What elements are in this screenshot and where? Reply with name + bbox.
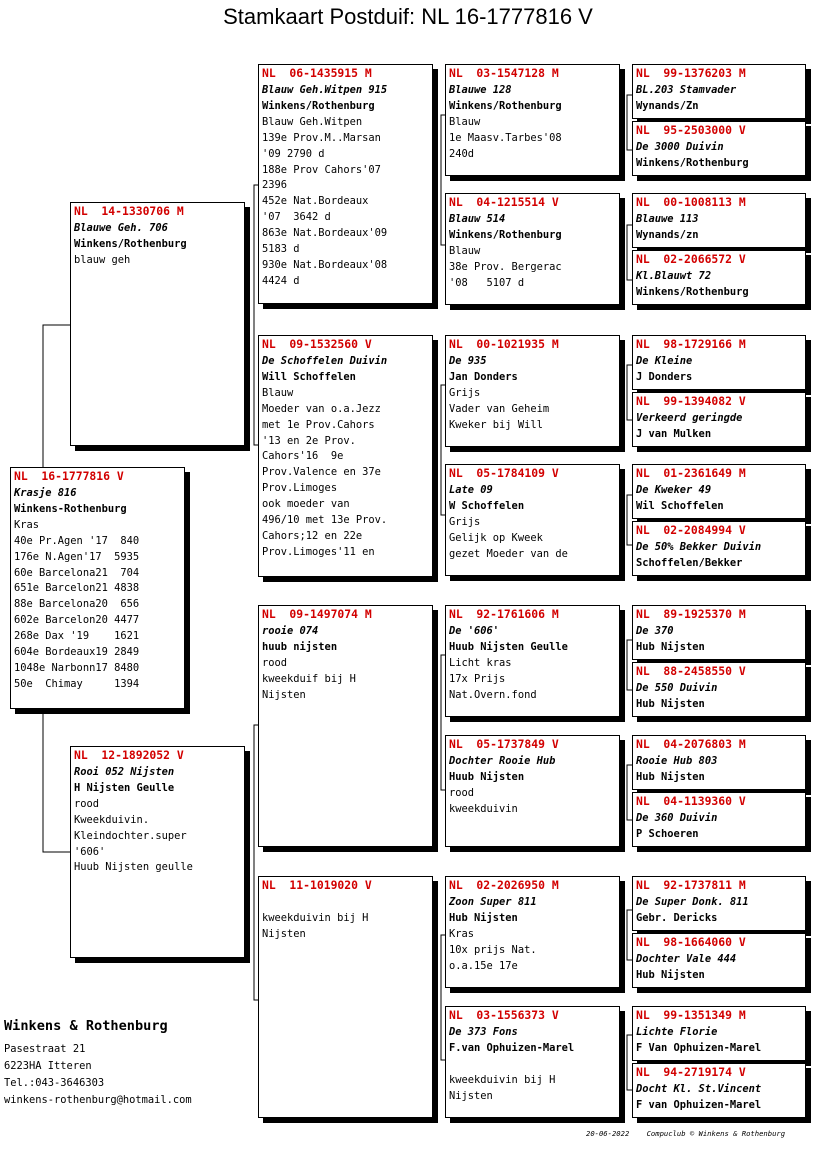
- info-line: Prov.Limoges'11 en: [262, 545, 375, 558]
- pigeon-card-g2[interactable]: [632, 121, 806, 176]
- pigeon-card-fm[interactable]: [258, 335, 433, 577]
- pigeon-owner: Winkens/Rothenburg: [636, 156, 749, 169]
- pigeon-name: Rooi 052 Nijsten: [74, 766, 175, 778]
- pigeon-owner: Wil Schoffelen: [636, 499, 724, 512]
- pigeon-name: De Super Donk. 811: [636, 896, 749, 908]
- pigeon-name: Blauw 514: [449, 213, 506, 225]
- info-line: Nijsten: [262, 688, 306, 701]
- pigeon-name: Krasje 816: [14, 487, 77, 499]
- breeder-city: 6223HA Itteren: [4, 1060, 92, 1072]
- info-line: 1e Maasv.Tarbes'08: [449, 131, 562, 144]
- pigeon-name: Lichte Florie: [636, 1026, 718, 1038]
- pigeon-name: Zoon Super 811: [449, 896, 537, 908]
- ring-number: NL 99-1376203 M: [636, 66, 746, 80]
- info-line: gezet Moeder van de: [449, 547, 568, 560]
- pigeon-card-mother[interactable]: [70, 746, 245, 958]
- pigeon-name: Docht Kl. St.Vincent: [636, 1083, 762, 1095]
- ring-number: NL 16-1777816 V: [14, 469, 124, 483]
- info-line: '13 en 2e Prov.: [262, 434, 356, 447]
- info-line: kweekduif bij H: [262, 672, 356, 685]
- ring-number: NL 89-1925370 M: [636, 607, 746, 621]
- pigeon-owner: Winkens/Rothenburg: [449, 99, 562, 112]
- info-line: Blauw: [449, 115, 481, 128]
- ring-number: NL 14-1330706 M: [74, 204, 184, 218]
- pigeon-card-mmm[interactable]: [445, 1006, 620, 1118]
- info-line: Kras: [449, 927, 475, 940]
- pigeon-name: De 360 Duivin: [636, 812, 718, 824]
- info-line: 452e Nat.Bordeaux: [262, 195, 369, 208]
- info-line: 139e Prov.M..Marsan: [262, 131, 381, 144]
- breeder-name: Winkens & Rothenburg: [4, 1018, 168, 1034]
- pigeon-name: De Kweker 49: [636, 484, 712, 496]
- pigeon-owner: Winkens/Rothenburg: [636, 285, 749, 298]
- pigeon-owner: J van Mulken: [636, 427, 712, 440]
- pigeon-card-g6[interactable]: [632, 392, 806, 447]
- info-line: 88e Barcelona20 656: [14, 598, 140, 611]
- info-line: 602e Barcelon20 4477: [14, 614, 140, 627]
- pigeon-card-mm[interactable]: [258, 876, 433, 1118]
- pigeon-card-g1[interactable]: [632, 64, 806, 119]
- info-line: Grijs: [449, 386, 481, 399]
- pigeon-card-g4[interactable]: [632, 250, 806, 305]
- pigeon-name: Blauwe 113: [636, 213, 699, 225]
- info-line: Nijsten: [262, 927, 306, 940]
- pigeon-name: De 3000 Duivin: [636, 141, 724, 153]
- info-line: rood: [74, 797, 100, 810]
- ring-number: NL 02-2026950 M: [449, 878, 559, 892]
- pigeon-card-mfm[interactable]: [445, 735, 620, 847]
- pigeon-card-g7[interactable]: [632, 464, 806, 519]
- info-line: 240d: [449, 147, 475, 160]
- pigeon-owner: J Donders: [636, 370, 693, 383]
- info-line: o.a.15e 17e: [449, 959, 518, 972]
- pigeon-name: Blauwe Geh. 706: [74, 222, 168, 234]
- info-line: ook moeder van: [262, 498, 350, 511]
- ring-number: NL 09-1497074 M: [262, 607, 372, 621]
- info-line: Nat.Overn.fond: [449, 688, 537, 701]
- pigeon-owner: H Nijsten Geulle: [74, 781, 175, 794]
- pigeon-owner: Winkens/Rothenburg: [74, 237, 187, 250]
- info-line: '606': [74, 845, 106, 858]
- pigeon-name: Rooie Hub 803: [636, 755, 718, 767]
- pigeon-card-ff[interactable]: [258, 64, 433, 304]
- info-line: 10x prijs Nat.: [449, 943, 537, 956]
- pigeon-name: BL.203 Stamvader: [636, 84, 737, 96]
- ring-number: NL 03-1556373 V: [449, 1008, 559, 1022]
- pigeon-card-g13[interactable]: [632, 876, 806, 931]
- pigeon-owner: P Schoeren: [636, 827, 699, 840]
- ring-number: NL 02-2084994 V: [636, 523, 746, 537]
- pigeon-owner: Gebr. Dericks: [636, 911, 718, 924]
- pigeon-card-g3[interactable]: [632, 193, 806, 248]
- ring-number: NL 06-1435915 M: [262, 66, 372, 80]
- ring-number: NL 94-2719174 V: [636, 1065, 746, 1079]
- info-line: rood: [449, 786, 475, 799]
- pigeon-card-subject[interactable]: [10, 467, 185, 709]
- info-line: 38e Prov. Bergerac: [449, 260, 562, 273]
- pigeon-card-fff[interactable]: [445, 64, 620, 176]
- pigeon-name: De 370: [636, 625, 674, 637]
- ring-number: NL 01-2361649 M: [636, 466, 746, 480]
- pigeon-owner: Hub Nijsten: [636, 770, 705, 783]
- info-line: 5183 d: [262, 243, 300, 256]
- info-line: 17x Prijs: [449, 672, 506, 685]
- pigeon-card-g12[interactable]: [632, 792, 806, 847]
- pigeon-owner: Hub Nijsten: [449, 911, 518, 924]
- pigeon-name: Late 09: [449, 484, 493, 496]
- info-line: met 1e Prov.Cahors: [262, 418, 375, 431]
- info-line: 863e Nat.Bordeaux'09: [262, 227, 388, 240]
- pigeon-owner: F.van Ophuizen-Marel: [449, 1041, 575, 1054]
- info-line: '07 3642 d: [262, 211, 331, 224]
- info-line: Kweker bij Will: [449, 418, 543, 431]
- pigeon-owner: F van Ophuizen-Marel: [636, 1098, 762, 1111]
- pigeon-owner: W Schoffelen: [449, 499, 525, 512]
- info-line: 40e Pr.Agen '17 840: [14, 534, 140, 547]
- breeder-street: Pasestraat 21: [4, 1043, 86, 1055]
- breeder-phone: Tel.:043-3646303: [4, 1077, 105, 1089]
- pigeon-card-g14[interactable]: [632, 933, 806, 988]
- pigeon-owner: Hub Nijsten: [636, 968, 705, 981]
- info-line: '08 5107 d: [449, 276, 525, 289]
- info-line: 188e Prov Cahors'07: [262, 163, 381, 176]
- ring-number: NL 04-1215514 V: [449, 195, 559, 209]
- pigeon-name: De Schoffelen Duivin: [262, 355, 388, 367]
- ring-number: NL 95-2503000 V: [636, 123, 746, 137]
- info-line: Cahors'16 9e: [262, 450, 344, 463]
- ring-number: NL 98-1729166 M: [636, 337, 746, 351]
- pigeon-name: De 373 Fons: [449, 1026, 518, 1038]
- print-stamp: 20-06-2022 Compuclub © Winkens & Rothenburg: [586, 1129, 786, 1138]
- pigeon-owner: Wynands/Zn: [636, 99, 699, 112]
- pigeon-owner: Winkens/Rothenburg: [449, 228, 562, 241]
- breeder-info: [4, 1018, 192, 1109]
- info-line: Blauw Geh.Witpen: [262, 115, 363, 128]
- pigeon-name: De Kleine: [636, 355, 693, 367]
- info-line: Licht kras: [449, 656, 512, 669]
- pigeon-owner: Winkens-Rothenburg: [14, 502, 127, 515]
- ring-number: NL 05-1784109 V: [449, 466, 559, 480]
- info-line: 1048e Narbonn17 8480: [14, 661, 140, 674]
- pigeon-name: Verkeerd geringde: [636, 412, 743, 424]
- info-line: Gelijk op Kweek: [449, 531, 543, 544]
- breeder-email[interactable]: winkens-rothenburg@hotmail.com: [4, 1094, 192, 1106]
- ring-number: NL 00-1021935 M: [449, 337, 559, 351]
- pigeon-card-g15[interactable]: [632, 1006, 806, 1061]
- pigeon-card-g11[interactable]: [632, 735, 806, 790]
- pigeon-owner: Hub Nijsten: [636, 640, 705, 653]
- ring-number: NL 05-1737849 V: [449, 737, 559, 751]
- pigeon-name: Kl.Blauwt 72: [636, 270, 712, 282]
- info-line: 604e Bordeaux19 2849: [14, 646, 140, 659]
- ring-number: NL 99-1394082 V: [636, 394, 746, 408]
- ring-number: NL 92-1761606 M: [449, 607, 559, 621]
- pigeon-name: rooie 074: [262, 625, 319, 637]
- pigeon-owner: Will Schoffelen: [262, 370, 356, 383]
- pigeon-card-g5[interactable]: [632, 335, 806, 390]
- pigeon-card-mff[interactable]: [445, 605, 620, 717]
- pigeon-card-mf[interactable]: [258, 605, 433, 847]
- pigeon-owner: F Van Ophuizen-Marel: [636, 1041, 762, 1054]
- info-line: Kweekduivin.: [74, 813, 150, 826]
- info-line: kweekduivin bij H: [262, 911, 369, 924]
- info-line: Cahors;12 en 22e: [262, 529, 363, 542]
- ring-number: NL 04-2076803 M: [636, 737, 746, 751]
- info-line: 2396: [262, 179, 288, 192]
- pigeon-card-g10[interactable]: [632, 662, 806, 717]
- info-line: rood: [262, 656, 288, 669]
- info-line: 50e Chimay 1394: [14, 677, 140, 690]
- ring-number: NL 00-1008113 M: [636, 195, 746, 209]
- info-line: 268e Dax '19 1621: [14, 630, 140, 643]
- ring-number: NL 04-1139360 V: [636, 794, 746, 808]
- info-line: Kras: [14, 518, 40, 531]
- info-line: 4424 d: [262, 274, 300, 287]
- info-line: kweekduivin: [449, 802, 518, 815]
- pigeon-name: Dochter Vale 444: [636, 953, 737, 965]
- pigeon-owner: Huub Nijsten: [449, 770, 525, 783]
- pigeon-card-fmm[interactable]: [445, 464, 620, 576]
- pigeon-card-g8[interactable]: [632, 521, 806, 576]
- ring-number: NL 03-1547128 M: [449, 66, 559, 80]
- pigeon-owner: Wynands/zn: [636, 228, 699, 241]
- pigeon-card-fmf[interactable]: [445, 335, 620, 447]
- pigeon-card-ffm[interactable]: [445, 193, 620, 305]
- ring-number: NL 88-2458550 V: [636, 664, 746, 678]
- info-line: Blauw: [262, 386, 294, 399]
- info-line: 496/10 met 13e Prov.: [262, 514, 388, 527]
- info-line: 930e Nat.Bordeaux'08: [262, 258, 388, 271]
- pigeon-owner: Hub Nijsten: [636, 697, 705, 710]
- pigeon-name: De 550 Duivin: [636, 682, 718, 694]
- info-line: Huub Nijsten geulle: [74, 861, 193, 874]
- pigeon-name: De 935: [449, 355, 487, 367]
- pigeon-owner: Huub Nijsten Geulle: [449, 640, 568, 653]
- pigeon-card-g16[interactable]: [632, 1063, 806, 1118]
- info-line: Nijsten: [449, 1089, 493, 1102]
- info-line: blauw geh: [74, 253, 131, 266]
- ring-number: NL 09-1532560 V: [262, 337, 372, 351]
- pigeon-name: De 50% Bekker Duivin: [636, 541, 762, 553]
- pigeon-card-mmf[interactable]: [445, 876, 620, 988]
- pigeon-owner: huub nijsten: [262, 640, 338, 653]
- info-line: 176e N.Agen'17 5935: [14, 550, 140, 563]
- info-line: Grijs: [449, 515, 481, 528]
- info-line: 651e Barcelon21 4838: [14, 582, 140, 595]
- ring-number: NL 02-2066572 V: [636, 252, 746, 266]
- ring-number: NL 99-1351349 M: [636, 1008, 746, 1022]
- pigeon-owner: Jan Donders: [449, 370, 518, 383]
- ring-number: NL 92-1737811 M: [636, 878, 746, 892]
- pigeon-card-g9[interactable]: [632, 605, 806, 660]
- info-line: kweekduivin bij H: [449, 1073, 556, 1086]
- pigeon-owner: Winkens/Rothenburg: [262, 99, 375, 112]
- ring-number: NL 12-1892052 V: [74, 748, 184, 762]
- page-title: Stamkaart Postduif: NL 16-1777816 V: [223, 4, 593, 29]
- info-line: Vader van Geheim: [449, 402, 550, 415]
- pigeon-card-father[interactable]: [70, 202, 245, 446]
- pigeon-name: De '606': [449, 625, 500, 637]
- info-line: Prov.Limoges: [262, 482, 338, 495]
- info-line: Prov.Valence en 37e: [262, 466, 381, 479]
- pigeon-name: Dochter Rooie Hub: [449, 755, 556, 767]
- info-line: Kleindochter.super: [74, 829, 187, 842]
- info-line: '09 2790 d: [262, 147, 325, 160]
- pigeon-name: Blauw Geh.Witpen 915: [262, 84, 388, 96]
- info-line: Blauw: [449, 244, 481, 257]
- info-line: 60e Barcelona21 704: [14, 566, 140, 579]
- info-line: Moeder van o.a.Jezz: [262, 402, 381, 415]
- ring-number: NL 98-1664060 V: [636, 935, 746, 949]
- pigeon-name: Blauwe 128: [449, 84, 512, 96]
- ring-number: NL 11-1019020 V: [262, 878, 372, 892]
- pigeon-owner: Schoffelen/Bekker: [636, 556, 743, 569]
